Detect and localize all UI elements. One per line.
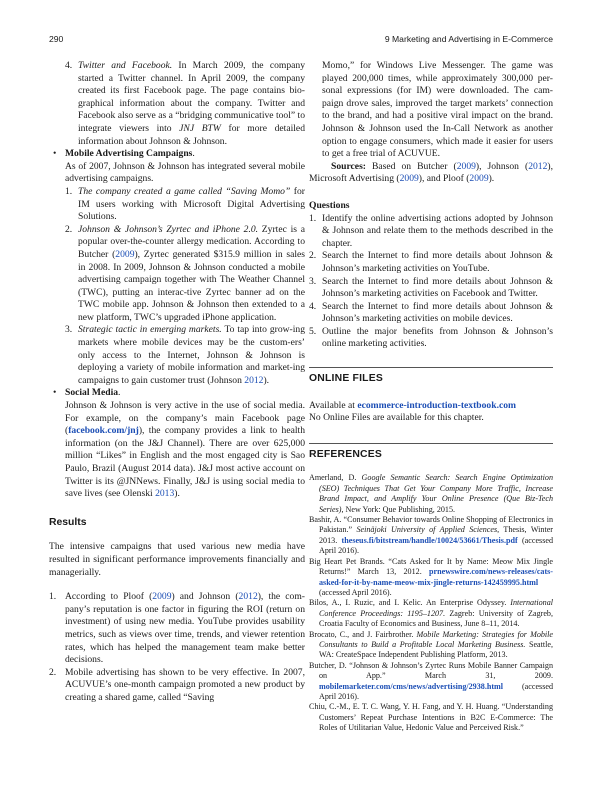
- campaign-saving-momo: [65, 186, 305, 224]
- bullet-social-media: [49, 387, 305, 500]
- ref-text: , New York: Que Publishing, 2015.: [341, 504, 456, 514]
- questions-heading: Questions: [309, 199, 350, 211]
- ref-text: (accessed April 2016).: [319, 535, 553, 556]
- bullet-title: Social Media: [65, 387, 119, 399]
- campaign-zyrtec: [65, 224, 305, 325]
- ref-text: Seattle, WA: CreateSpace Independent Publishing Platform, 2013.: [319, 639, 553, 660]
- ref-text: Zagreb: University of Zagreb, Croatia Faculty of Economics and Business, June 8–11, 2014.: [319, 608, 553, 629]
- question-item: [309, 213, 553, 251]
- ref-text: Amerland, D.: [309, 473, 362, 483]
- reference-big-heart: [309, 557, 553, 599]
- item-text: To tap into grow-ing markets where mobile devices may be the custom-ers’ only access to the Internet, Johnson & Johnson is deploying a variety of mobile information and market-ing campaigns to gain customer trust (Johnson: [78, 324, 305, 386]
- sources-text: ), Microsoft Advertising (: [309, 160, 553, 185]
- para-text: ), the company provides a link to health information (on the J&J Channel). There are over 625,000 million “Likes” in English and the most engaged city is Sao Paulo, Brazil (August 2014 data). J&J most active account on Twitter is its @JNNews. Finally, J&J is using social media to save lives (see Olenski: [65, 425, 305, 500]
- ref-title: Mobile Marketing: Strategies for Mobile Consultants to Build a Profitable Local Marketing Business.: [319, 629, 553, 649]
- questions-list: [309, 213, 553, 352]
- textbook-site-link[interactable]: ecommerce-introduction-textbook.com: [357, 399, 517, 411]
- online-files-text: Available at: [309, 399, 358, 411]
- item-number: 5.: [309, 325, 317, 337]
- question-text: Search the Internet to find more details about Johnson & Johnson’s marketing activities on mobile devices.: [322, 300, 553, 325]
- item-text: In March 2009, the company started a Twitter channel. In April 2009, the company created its first Facebook page. The page contains bio-graphical information about the company. Twitter and Facebook also serve as a “bridging communicative tool” to integrate viewers into: [78, 60, 305, 134]
- right-column: [309, 60, 553, 734]
- spacer: [49, 501, 305, 517]
- ref-text: Bashir, A. “Consumer Behavior towards Online Shopping of Electronics in Pakistan.”: [309, 515, 553, 535]
- item-text: for IM users working with Microsoft Digital Advertising Solutions.: [78, 185, 305, 223]
- item-title: Twitter and Facebook.: [78, 60, 173, 71]
- item-number: 1.: [309, 212, 317, 224]
- citation-link[interactable]: 2013: [155, 488, 175, 500]
- item-text-end: for more detailed information about Johnson & Johnson.: [78, 122, 305, 147]
- reference-bilos: [309, 598, 553, 629]
- left-column: [49, 60, 305, 705]
- item-number: 1.: [49, 591, 57, 603]
- references-list: [309, 473, 553, 733]
- spacer: [309, 186, 553, 200]
- facebook-link[interactable]: facebook.com/jnj: [68, 425, 139, 437]
- spacer: [49, 529, 305, 541]
- bullet-dot: •: [53, 387, 57, 399]
- item-text: Mobile advertising has shown to be very effective. In 2007, ACUVUE’s one-month campaign promoted a new product by creating a shared game, called “Saving: [65, 666, 305, 703]
- citation-link[interactable]: 2009: [115, 248, 135, 260]
- ref-text: Brocato, C., and J. Fairbrother.: [309, 629, 417, 639]
- ref-title: Google Semantic Search: Search Engine Optimization (SEO) Techniques That Get Your Company More Traffic, Increase Brand Impact, and Amplify Your Online Presence (Que Biz-Tech Series): [319, 473, 553, 514]
- citation-link[interactable]: 2009: [469, 173, 489, 185]
- ref-text: Bilos, A., I. Ruzic, and I. Kelic. An Enterprise Odyssey.: [309, 598, 511, 608]
- ref-title: International Conference Proceedings: 1195–1207.: [319, 598, 553, 618]
- item-number: 1.: [65, 185, 73, 197]
- bullet-title: Mobile Advertising Campaigns: [65, 148, 193, 160]
- social-media-para: [65, 400, 305, 501]
- result-roi: [49, 591, 305, 667]
- item-twitter-facebook: [65, 60, 305, 148]
- references-heading: REFERENCES: [309, 448, 383, 460]
- spacer: [309, 461, 553, 473]
- question-item: [309, 301, 553, 326]
- results-heading: Results: [49, 516, 87, 528]
- ref-text: (accessed April 2016).: [319, 587, 392, 597]
- item-title: The company created a game called “Saving Momo”: [78, 185, 291, 197]
- reference-brocato: [309, 630, 553, 661]
- citation-link[interactable]: 2009: [399, 173, 419, 185]
- page-number: 290: [49, 34, 64, 44]
- sources-line: [309, 161, 553, 186]
- citation-link[interactable]: 2012: [244, 374, 264, 386]
- spacer: [309, 425, 553, 443]
- para-text: ).: [174, 488, 180, 500]
- item-text: ).: [263, 374, 270, 386]
- bullet-title-end: .: [192, 148, 195, 160]
- question-text: Outline the major benefits from Johnson & Johnson’s online marketing activities.: [322, 325, 553, 350]
- citation-link[interactable]: 2009: [152, 591, 172, 603]
- reference-amerland: [309, 473, 553, 515]
- ref-text: Butcher, D. “Johnson & Johnson’s Zyrtec Runs Mobile Banner Campaign on App.” March 31, 2009.: [309, 660, 553, 681]
- reference-chiu: [309, 702, 553, 733]
- bullet-intro: As of 2007, Johnson & Johnson has integrated several mobile advertising campaigns.: [65, 160, 305, 185]
- citation-link[interactable]: 2012: [238, 591, 258, 603]
- item-title: Strategic tactic in emerging markets.: [78, 324, 222, 336]
- online-files-note: No Online Files are available for this chapter.: [309, 412, 484, 424]
- result-mobile: [49, 667, 305, 705]
- sources-text: ), and Ploof (: [418, 173, 470, 185]
- bullet-mobile-advertising: [49, 148, 305, 186]
- item-text: ), Zyrtec generated $315.9 million in sales in 2008. In 2009, Johnson & Johnson conducted a mobile advertising campaign together with The Weather Channel (TWC), putting an interac-tive Zyrtec banner ad on the TWC mobile app. Johnson & Johnson then extended to a new platform, TWC’s upgraded iPhone application.: [78, 248, 305, 323]
- item-text: Zyrtec is a popular over-the-counter allergy medication. According to Butcher (: [78, 223, 305, 260]
- item-number: 3.: [309, 275, 317, 287]
- spacer: [49, 579, 305, 591]
- ref-title: Seinäjoki University of Applied Sciences: [356, 525, 498, 535]
- online-files-available: [309, 400, 553, 413]
- item-number: 3.: [65, 324, 73, 336]
- bullet-title-end: .: [118, 387, 121, 399]
- ref-link[interactable]: mobilemarketer.com/cms/news/advertising/2938.html: [319, 681, 504, 691]
- item-number: 4.: [65, 60, 73, 71]
- running-header: [49, 34, 553, 48]
- ref-link[interactable]: theseus.fi/bitstream/handle/10024/53661/Thesis.pdf: [341, 535, 518, 545]
- spacer: [309, 351, 553, 367]
- question-text: Identify the online advertising actions adopted by Johnson & Johnson and relate them to the methods described in the chapter.: [322, 212, 553, 249]
- item-4-wrapper: [49, 60, 305, 148]
- bullet-dot: •: [53, 148, 57, 160]
- online-files-heading: ONLINE FILES: [309, 373, 383, 385]
- campaign-emerging-markets: [65, 324, 305, 387]
- spacer: [309, 386, 553, 400]
- sources-text: ), Johnson (: [475, 160, 529, 172]
- ref-text: (accessed April 2016).: [319, 681, 553, 701]
- ref-link[interactable]: prnewswire.com/news-releases/cats-asked-for-it-by-name-meow-mix-jingle-returns-142459995.html: [319, 567, 553, 587]
- sources-text: ).: [488, 173, 495, 185]
- item-text: According to Ploof (: [65, 591, 153, 603]
- item-text: ) and Johnson (: [171, 591, 239, 603]
- item-number: 2.: [65, 223, 73, 235]
- item-number: 2.: [309, 250, 317, 262]
- question-text: Search the Internet to find more details about Johnson & Johnson’s marketing activities on Facebook and Twitter.: [322, 275, 553, 300]
- question-item: [309, 250, 553, 275]
- item-title: Johnson & Johnson’s Zyrtec and iPhone 2.0.: [78, 223, 259, 235]
- citation-link[interactable]: 2009: [456, 160, 476, 172]
- chapter-title: 9 Marketing and Advertising in E-Commerce: [384, 34, 553, 44]
- sources-label: Sources:: [331, 160, 366, 172]
- question-item: [309, 276, 553, 301]
- item-number: 4.: [309, 300, 317, 312]
- ref-text: Big Heart Pet Brands. “Cats Asked for It by Name: Meow Mix Jingle Returns!” March 13, 2012.: [309, 556, 553, 577]
- ref-text: Chiu, C.-M., E. T. C. Wang, Y. H. Fang, and Y. H. Huang. “Understanding Customers’ Repeat Purchase Intentions in B2C E-Commerce: The Roles of Utilitarian Value, Hedonic Value and Perceived Risk.”: [309, 702, 553, 733]
- reference-bashir: [309, 515, 553, 557]
- ref-text: , Thesis, Winter 2013.: [319, 525, 553, 545]
- results-paragraph: The intensive campaigns that used various new media have resulted in significant performance improvements financially and managerially.: [49, 541, 305, 578]
- continued-paragraph: Momo,” for Windows Live Messenger. The game was played 200,000 times, while approximately 300,000 per-sonal expressions (for IM) were downloaded. The cam-paign drove sales, improved the target markets’ connection to the brand, and had a positive viral impact on the brand. Johnson & Johnson used the In-Call Network as another option to engage consumers, which made it easier for users to get a free trial of ACUVUE.: [322, 60, 553, 160]
- para-text: Johnson & Johnson is very active in the use of social media. For example, on the company’s main Facebook page (: [65, 400, 305, 437]
- question-item: [309, 326, 553, 351]
- jnj-btw: JNJ BTW: [179, 122, 221, 134]
- mobile-campaign-list: [49, 186, 305, 388]
- citation-link[interactable]: 2012: [528, 160, 548, 172]
- reference-butcher: [309, 661, 553, 703]
- item-text: ), the com-pany’s reputation is one factor in figuring the ROI (return on investment) of using new media. YouTube provides usability metrics, such as views over time, trends, and viewer retention rates, which has helped the management team make better decisions.: [65, 591, 305, 666]
- item-number: 2.: [49, 666, 57, 678]
- question-text: Search the Internet to find more details about Johnson & Johnson’s marketing activities on YouTube.: [322, 250, 553, 274]
- sources-text: Based on Butcher (: [366, 160, 457, 172]
